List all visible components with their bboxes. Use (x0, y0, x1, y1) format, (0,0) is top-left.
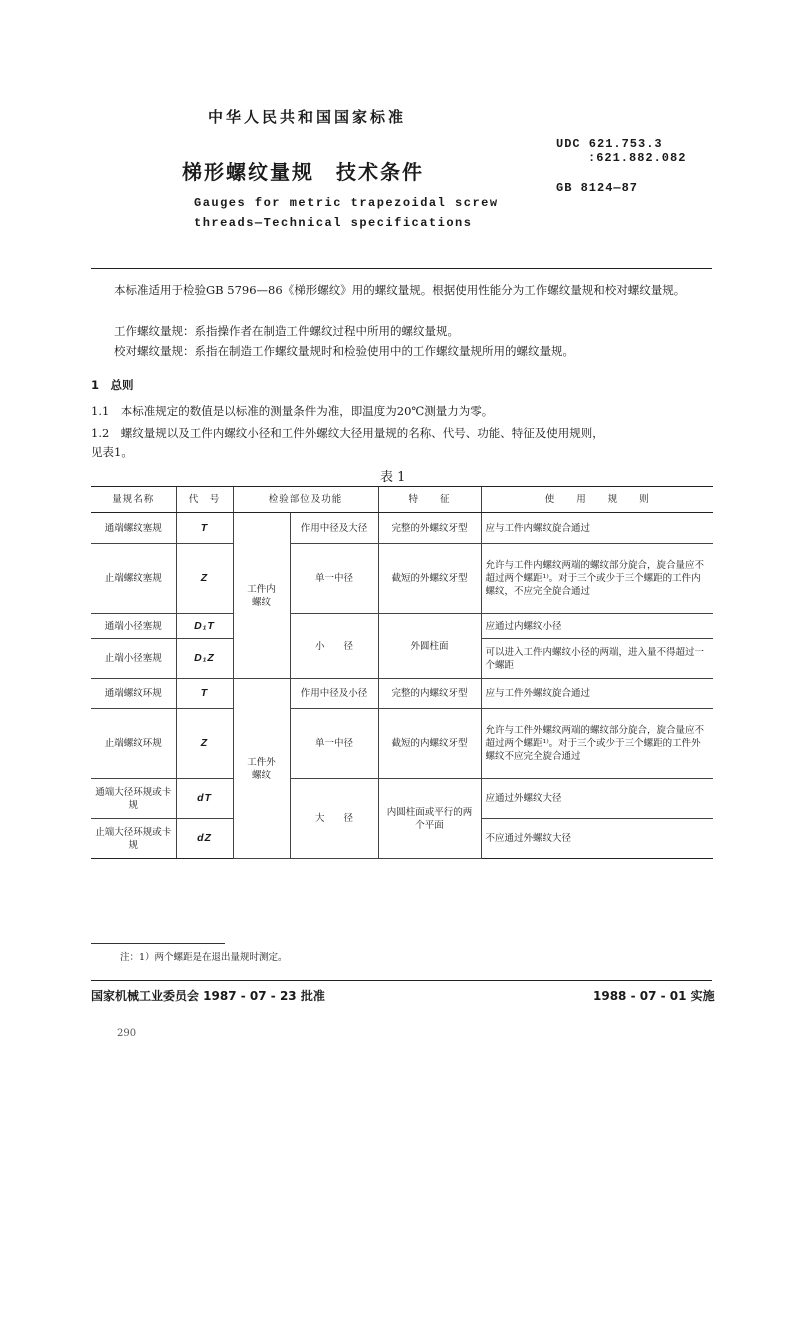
gauge-name: 通端小径塞规 (91, 614, 176, 639)
page-number: 290 (117, 1028, 137, 1039)
feature: 截短的外螺纹牙型 (378, 544, 481, 614)
table-row (91, 513, 713, 544)
footer-divider (91, 980, 712, 981)
gauge-code: dZ (176, 819, 233, 859)
document-title-en-line1: Gauges for metric trapezoidal screw (194, 196, 499, 210)
footnote-divider (91, 943, 225, 944)
usage-rule: 允许与工件内螺纹两端的螺纹部分旋合，旋合量应不超过两个螺距¹⁾。对于三个或少于三个螺距的工件内螺纹，不应完全旋合通过 (481, 544, 713, 614)
national-standard-heading: 中华人民共和国国家标准 (208, 108, 407, 126)
inspection-function: 单一中径 (290, 709, 378, 779)
inspection-function: 作用中径及大径 (290, 513, 378, 544)
table-row (91, 779, 713, 819)
clause-1-2-line1: 1.2 螺纹量规以及工件内螺纹小径和工件外螺纹大径用量规的名称、代号、功能、特征及使用规则， (91, 426, 604, 440)
header-usage-rule: 使 用 规 则 (481, 487, 713, 513)
gauge-name: 止端螺纹塞规 (91, 544, 176, 614)
udc-code-line2: :621.882.082 (588, 151, 687, 165)
feature: 完整的外螺纹牙型 (378, 513, 481, 544)
intro-paragraph-2: 工作螺纹量规：系指操作者在制造工件螺纹过程中所用的螺纹量规。 (114, 324, 459, 338)
table-header-row (91, 487, 713, 513)
header-feature: 特 征 (378, 487, 481, 513)
header-inspection-function: 检验部位及功能 (233, 487, 378, 513)
gauge-code: D₁T (176, 614, 233, 639)
feature: 截短的内螺纹牙型 (378, 709, 481, 779)
footnote: 注：1）两个螺距是在退出量规时测定。 (120, 952, 288, 963)
gauge-name: 止端大径环规或卡规 (91, 819, 176, 859)
usage-rule: 应通过内螺纹小径 (481, 614, 713, 639)
header-gauge-name: 量规名称 (91, 487, 176, 513)
feature: 完整的内螺纹牙型 (378, 679, 481, 709)
clause-1-1: 1.1 本标准规定的数值是以标准的测量条件为准，即温度为20℃测量力为零。 (91, 404, 494, 418)
section-1-heading: 1 总则 (91, 378, 134, 392)
gauge-name: 止端小径塞规 (91, 639, 176, 679)
inspection-function: 单一中径 (290, 544, 378, 614)
table-row (91, 544, 713, 614)
inspection-function: 小 径 (290, 614, 378, 679)
gauge-name: 通端螺纹塞规 (91, 513, 176, 544)
usage-rule: 应与工件外螺纹旋合通过 (481, 679, 713, 709)
gauge-name: 通端螺纹环规 (91, 679, 176, 709)
inspection-function: 大 径 (290, 779, 378, 859)
table-row (91, 614, 713, 639)
gauge-name: 止端螺纹环规 (91, 709, 176, 779)
header-code: 代 号 (176, 487, 233, 513)
usage-rule: 应与工件内螺纹旋合通过 (481, 513, 713, 544)
intro-paragraph-3: 校对螺纹量规：系指在制造工作螺纹量规时和检验使用中的工作螺纹量规所用的螺纹量规。 (114, 344, 574, 358)
group-external-thread: 工件外 螺纹 (233, 679, 290, 859)
gauge-code: Z (176, 709, 233, 779)
gauge-code: D₁Z (176, 639, 233, 679)
table-row (91, 679, 713, 709)
gauge-name: 通端大径环规或卡规 (91, 779, 176, 819)
gauge-code: T (176, 513, 233, 544)
udc-code-line1: UDC 621.753.3 (556, 137, 663, 151)
usage-rule: 允许与工件外螺纹两端的螺纹部分旋合，旋合量应不超过两个螺距¹⁾。对于三个或少于三个螺距的工件外螺纹不应完全旋合通过 (481, 709, 713, 779)
document-title-cn: 梯形螺纹量规 技术条件 (182, 160, 424, 184)
gauge-code: T (176, 679, 233, 709)
group-internal-thread: 工件内 螺纹 (233, 513, 290, 679)
gb-standard-code: GB 8124—87 (556, 181, 639, 195)
feature: 外圆柱面 (378, 614, 481, 679)
usage-rule: 不应通过外螺纹大径 (481, 819, 713, 859)
clause-1-2-line2: 见表1。 (91, 445, 133, 459)
implementation-date: 1988 - 07 - 01 实施 (593, 989, 715, 1003)
usage-rule: 可以进入工件内螺纹小径的两端，进入量不得超过一个螺距 (481, 639, 713, 679)
feature: 内圆柱面或平行的两个平面 (378, 779, 481, 859)
intro-paragraph-1: 本标准适用于检验GB 5796—86《梯形螺纹》用的螺纹量规。根据使用性能分为工作螺纹量规和校对螺纹量规。 (114, 283, 686, 297)
header-divider (91, 268, 712, 269)
inspection-function: 作用中径及小径 (290, 679, 378, 709)
document-title-en-line2: threads—Technical specifications (194, 216, 473, 230)
usage-rule: 应通过外螺纹大径 (481, 779, 713, 819)
table-row (91, 709, 713, 779)
gauge-code: Z (176, 544, 233, 614)
gauge-code: dT (176, 779, 233, 819)
approval-date: 国家机械工业委员会 1987 - 07 - 23 批准 (91, 989, 325, 1003)
gauge-table (91, 486, 713, 859)
table-caption: 表 1 (380, 470, 406, 485)
